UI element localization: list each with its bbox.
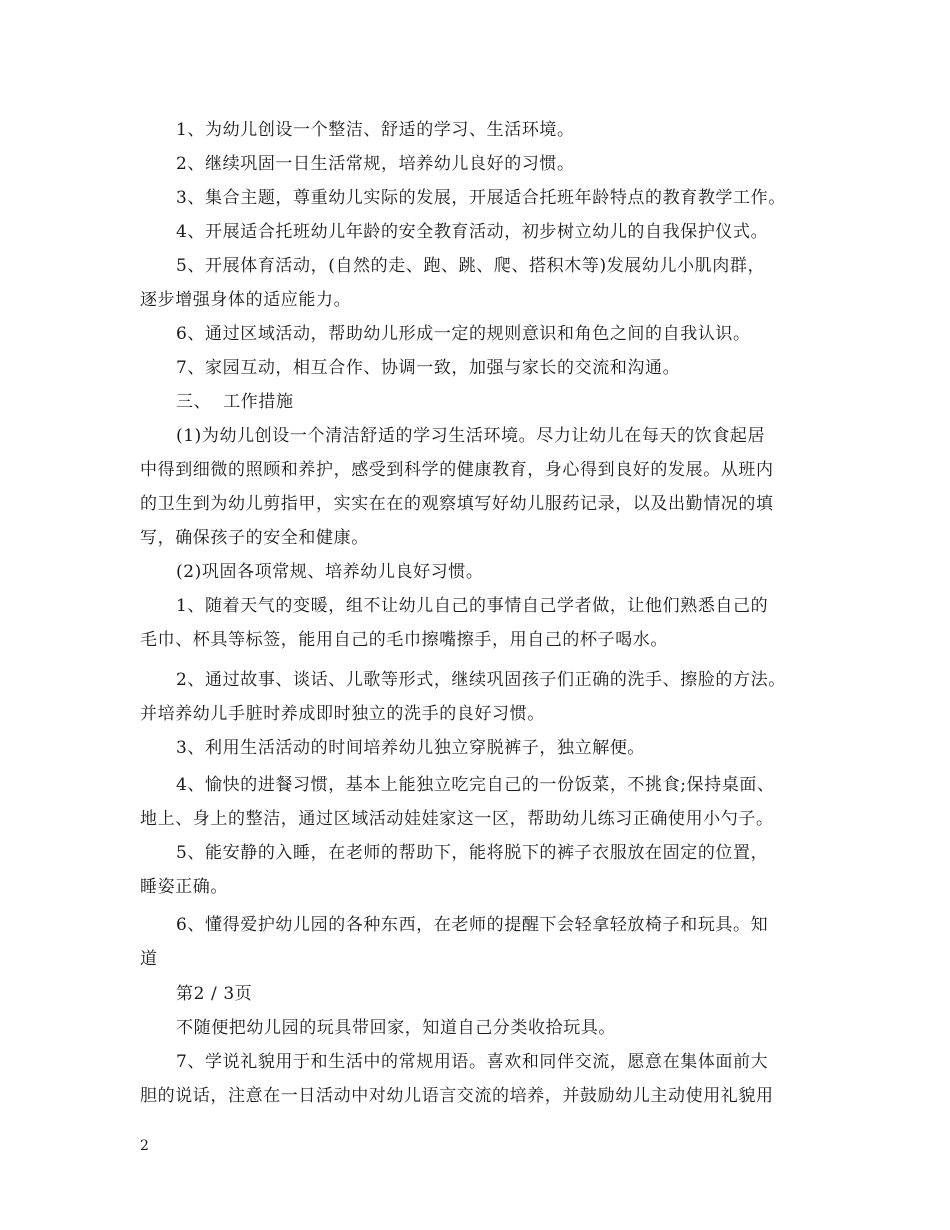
text-line: 2、通过故事、谈话、儿歌等形式，继续巩固孩子们正确的洗手、擦脸的方法。 — [176, 670, 786, 690]
text-line: (1)为幼儿创设一个清洁舒适的学习生活环境。尽力让幼儿在每天的饮食起居 — [176, 426, 766, 446]
text-line: 7、家园互动，相互合作、协调一致，加强与家长的交流和沟通。 — [176, 358, 681, 378]
text-line: 并培养幼儿手脏时养成即时独立的洗手的良好习惯。 — [140, 704, 545, 724]
text-line: 睡姿正确。 — [140, 877, 228, 897]
page-marker: 第2 / 3页 — [176, 984, 253, 1004]
text-line: 地上、身上的整洁，通过区域活动娃娃家这一区，帮助幼儿练习正确使用小勺子。 — [140, 809, 774, 829]
text-line: 写，确保孩子的安全和健康。 — [140, 528, 369, 548]
text-line: 不随便把幼儿园的玩具带回家，知道自己分类收拾玩具。 — [176, 1018, 616, 1038]
text-line: 1、随着天气的变暖，组不让幼儿自己的事情自己学者做，让他们熟悉自己的 — [176, 596, 769, 616]
text-line: 7、学说礼貌用于和生活中的常规用语。喜欢和同伴交流，愿意在集体面前大 — [176, 1052, 769, 1072]
text-line: 5、开展体育活动，(自然的走、跑、跳、爬、搭积木等)发展幼儿小肌肉群， — [176, 256, 766, 276]
text-line: 3、集合主题，尊重幼儿实际的发展，开展适合托班年龄特点的教育教学工作。 — [176, 188, 786, 208]
text-line: 6、懂得爱护幼儿园的各种东西，在老师的提醒下会轻拿轻放椅子和玩具。知 — [176, 915, 769, 935]
text-line: (2)巩固各项常规、培养幼儿良好习惯。 — [176, 562, 484, 582]
page-number: 2 — [140, 1138, 149, 1154]
section-heading: 三、 工作措施 — [176, 392, 294, 412]
text-line: 4、愉快的进餐习惯，基本上能独立吃完自己的一份饭菜，不挑食;保持桌面、 — [176, 775, 775, 795]
text-line: 5、能安静的入睡，在老师的帮助下，能将脱下的裤子衣服放在固定的位置， — [176, 843, 769, 863]
text-line: 4、开展适合托班幼儿年龄的安全教育活动，初步树立幼儿的自我保护仪式。 — [176, 222, 769, 242]
text-line: 道 — [140, 949, 158, 969]
text-line: 中得到细微的照顾和养护，感受到科学的健康教育，身心得到良好的发展。从班内 — [140, 460, 774, 480]
text-line: 6、通过区域活动，帮助幼儿形成一定的规则意识和角色之间的自我认识。 — [176, 324, 751, 344]
text-line: 1、为幼儿创设一个整洁、舒适的学习、生活环境。 — [176, 120, 575, 140]
text-line: 的卫生到为幼儿剪指甲，实实在在的观察填写好幼儿服药记录，以及出勤情况的填 — [140, 494, 774, 514]
text-line: 3、利用生活活动的时间培养幼儿独立穿脱裤子，独立解便。 — [176, 738, 646, 758]
text-line: 毛巾、杯具等标签，能用自己的毛巾擦嘴擦手，用自己的杯子喝水。 — [140, 630, 668, 650]
text-line: 逐步增强身体的适应能力。 — [140, 290, 352, 310]
text-line: 胆的说话，注意在一日活动中对幼儿语言交流的培养，并鼓励幼儿主动使用礼貌用 — [140, 1086, 774, 1106]
text-line: 2、继续巩固一日生活常规，培养幼儿良好的习惯。 — [176, 154, 575, 174]
